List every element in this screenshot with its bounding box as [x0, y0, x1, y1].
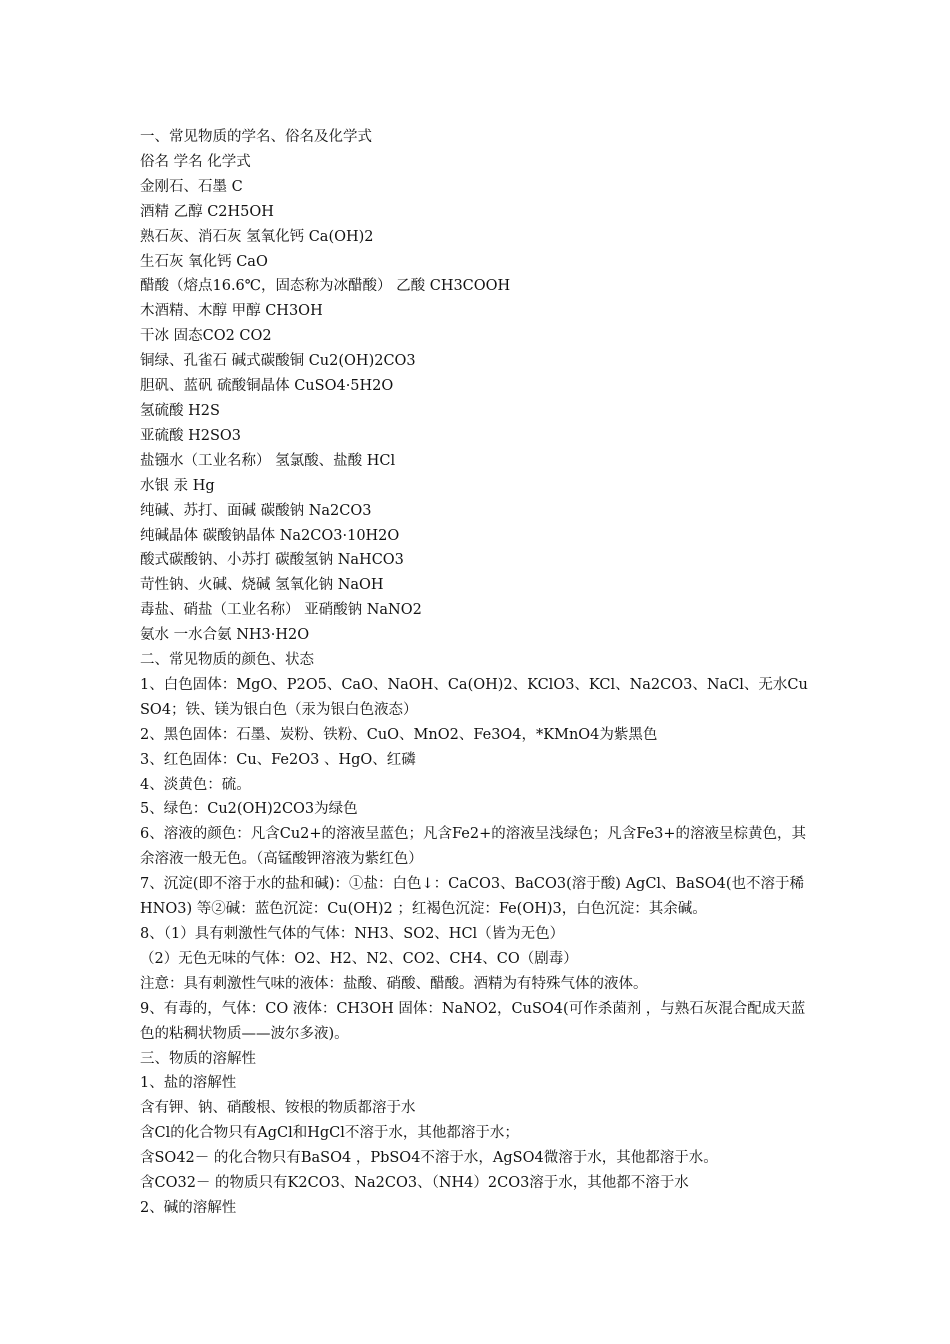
paragraph: 9、有毒的，气体：CO 液体：CH3OH 固体：NaNO2，CuSO4(可作杀菌剂 ，与熟石灰混合配成天蓝色的粘稠状物质——波尔多液)。 [140, 1000, 806, 1042]
section-heading-3: 三、物质的溶解性 [140, 1050, 256, 1067]
document-body [140, 125, 815, 1221]
text-line: 苛性钠、火碱、烧碱 氢氧化钠 NaOH [140, 577, 384, 594]
paragraph: 1、白色固体：MgO、P2O5、CaO、NaOH、Ca(OH)2、KClO3、KCl、Na2CO3、NaCl、无水CuSO4；铁、镁为银白色（汞为银白色液态） [140, 676, 808, 718]
text-line: 干冰 固态CO2 CO2 [140, 328, 272, 345]
text-line: 纯碱、苏打、面碱 碳酸钠 Na2CO3 [140, 502, 372, 519]
paragraph: 3、红色固体：Cu、Fe2O3 、HgO、红磷 [140, 751, 416, 768]
text-line: 铜绿、孔雀石 碱式碳酸铜 Cu2(OH)2CO3 [140, 353, 416, 370]
paragraph: （2）无色无味的气体：O2、H2、N2、CO2、CH4、CO（剧毒） [140, 950, 578, 967]
text-line: 氢硫酸 H2S [140, 402, 220, 419]
paragraph: 注意：具有刺激性气味的液体：盐酸、硝酸、醋酸。酒精为有特殊气体的液体。 [140, 975, 648, 992]
section-heading-2: 二、常见物质的颜色、状态 [140, 652, 314, 669]
text-line: 醋酸（熔点16.6℃，固态称为冰醋酸） 乙酸 CH3COOH [140, 278, 511, 295]
paragraph: 含有钾、钠、硝酸根、铵根的物质都溶于水 [140, 1100, 416, 1117]
text-line: 金刚石、石墨 C [140, 178, 243, 195]
paragraph: 6、溶液的颜色：凡含Cu2+的溶液呈蓝色；凡含Fe2+的溶液呈浅绿色；凡含Fe3+的溶液呈棕黄色，其余溶液一般无色。（高锰酸钾溶液为紫红色） [140, 826, 806, 868]
table-header-line: 俗名 学名 化学式 [140, 153, 251, 170]
text-line: 生石灰 氧化钙 CaO [140, 253, 268, 270]
text-line: 酸式碳酸钠、小苏打 碳酸氢钠 NaHCO3 [140, 552, 404, 569]
section-heading-1: 一、常见物质的学名、俗名及化学式 [140, 129, 372, 145]
text-line: 氨水 一水合氨 NH3·H2O [140, 627, 310, 644]
paragraph: 2、黑色固体：石墨、炭粉、铁粉、CuO、MnO2、Fe3O4，*KMnO4为紫黑色 [140, 726, 658, 743]
text-line: 毒盐、硝盐（工业名称） 亚硝酸钠 NaNO2 [140, 602, 422, 619]
text-line: 纯碱晶体 碳酸钠晶体 Na2CO3·10H2O [140, 527, 400, 544]
text-line: 亚硫酸 H2SO3 [140, 427, 242, 444]
text-line: 木酒精、木醇 甲醇 CH3OH [140, 303, 323, 320]
paragraph: 7、沉淀(即不溶于水的盐和碱)：①盐：白色↓：CaCO3、BaCO3(溶于酸) AgCl、BaSO4(也不溶于稀HNO3) 等②碱：蓝色沉淀：Cu(OH)2 ；红褐色沉淀：Fe(OH)3，白色沉淀：其余碱。 [140, 876, 805, 918]
text-line: 胆矾、蓝矾 硫酸铜晶体 CuSO4·5H2O [140, 378, 394, 395]
paragraph: 4、淡黄色：硫。 [140, 776, 251, 793]
text-line: 水银 汞 Hg [140, 477, 215, 494]
subheading: 2、碱的溶解性 [140, 1199, 237, 1216]
subheading: 1、盐的溶解性 [140, 1075, 237, 1092]
paragraph: 含Cl的化合物只有AgCl和HgCl不溶于水，其他都溶于水； [140, 1125, 519, 1142]
text-line: 酒精 乙醇 C2H5OH [140, 203, 274, 220]
paragraph: 8、（1）具有刺激性气体的气体：NH3、SO2、HCl（皆为无色） [140, 926, 565, 942]
paragraph: 5、绿色：Cu2(OH)2CO3为绿色 [140, 801, 358, 818]
paragraph: 含CO32－ 的物质只有K2CO3、Na2CO3、（NH4）2CO3溶于水，其他都不溶于水 [140, 1175, 689, 1192]
text-line: 熟石灰、消石灰 氢氧化钙 Ca(OH)2 [140, 228, 374, 245]
text-line: 盐镪水（工业名称） 氢氯酸、盐酸 HCl [140, 452, 396, 469]
paragraph: 含SO42－ 的化合物只有BaSO4 ，PbSO4不溶于水，AgSO4微溶于水，其他都溶于水。 [140, 1150, 718, 1167]
